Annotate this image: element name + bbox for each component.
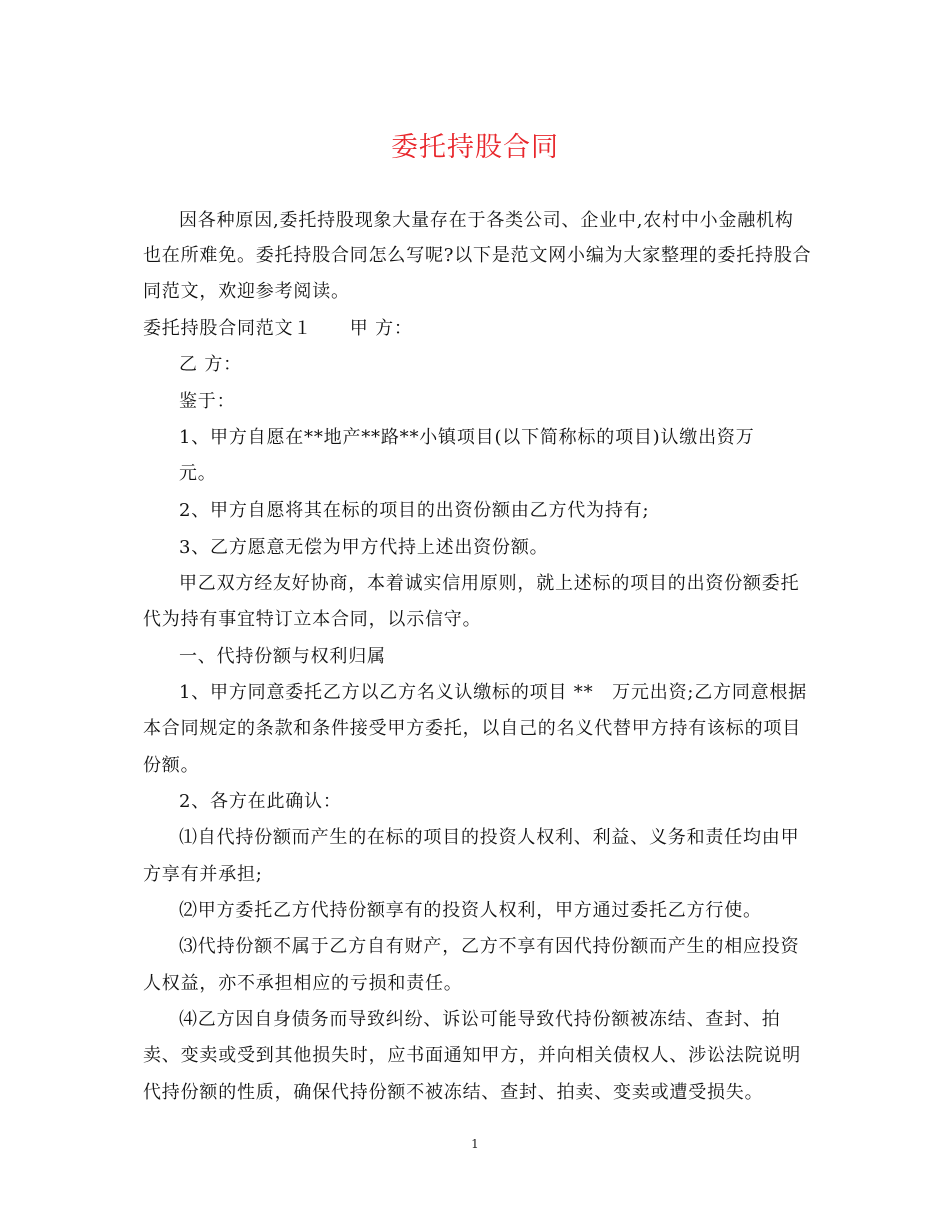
paragraph-line: 元。 bbox=[179, 463, 217, 484]
paragraph-line: ⑷乙方因自身债务而导致纠纷、诉讼可能导致代持份额被冻结、查封、拍 bbox=[179, 1009, 781, 1030]
paragraph-line: 也在所难免。委托持股合同怎么写呢?以下是范文网小编为大家整理的委托持股合 bbox=[143, 245, 812, 266]
paragraph-line: 人权益，亦不承担相应的亏损和责任。 bbox=[143, 973, 463, 994]
paragraph-line: ⑶代持份额不属于乙方自有财产，乙方不享有因代持份额而产生的相应投资 bbox=[179, 936, 800, 957]
paragraph-line: 甲乙双方经友好协商，本着诚实信用原则，就上述标的项目的出资份额委托 bbox=[179, 573, 800, 594]
paragraph-line: 3、乙方愿意无偿为甲方代持上述出资份额。 bbox=[179, 537, 549, 558]
section-heading: 一、代持份额与权利归属 bbox=[179, 646, 386, 667]
paragraph-line: ⑵甲方委托乙方代持份额享有的投资人权利，甲方通过委托乙方行使。 bbox=[179, 900, 762, 921]
paragraph-line: ⑴自代持份额而产生的在标的项目的投资人权利、利益、义务和责任均由甲 bbox=[179, 827, 800, 848]
paragraph-line: 代持份额的性质，确保代持份额不被冻结、查封、拍卖、变卖或遭受损失。 bbox=[143, 1082, 764, 1103]
paragraph-line: 本合同规定的条款和条件接受甲方委托，以自己的名义代替甲方持有该标的项目 bbox=[143, 718, 801, 739]
paragraph-line: 乙 方： bbox=[179, 354, 242, 375]
paragraph-line: 2、甲方自愿将其在标的项目的出资份额由乙方代为持有; bbox=[179, 500, 650, 521]
paragraph-line: 份额。 bbox=[143, 755, 200, 776]
paragraph-line: 1、甲方自愿在**地产**路**小镇项目(以下简称标的项目)认缴出资万 bbox=[179, 427, 755, 448]
paragraph-line: 代为持有事宜特订立本合同，以示信守。 bbox=[143, 609, 482, 630]
paragraph-line: 2、各方在此确认： bbox=[179, 791, 342, 812]
paragraph-line: 同范文，欢迎参考阅读。 bbox=[143, 281, 350, 302]
paragraph-line: 委托持股合同范文１ 甲 方： bbox=[143, 318, 413, 339]
paragraph-line: 方享有并承担; bbox=[143, 864, 263, 885]
paragraph-line: 鉴于： bbox=[179, 391, 236, 412]
document-title: 委托持股合同 bbox=[391, 132, 559, 163]
paragraph-line: 1、甲方同意委托乙方以乙方名义认缴标的项目 ** 万元出资;乙方同意根据 bbox=[179, 682, 808, 703]
paragraph-line: 因各种原因,委托持股现象大量存在于各类公司、企业中,农村中小金融机构 bbox=[179, 210, 794, 231]
paragraph-line: 卖、变卖或受到其他损失时，应书面通知甲方，并向相关债权人、涉讼法院说明 bbox=[143, 1045, 801, 1066]
page-number: 1 bbox=[471, 1137, 479, 1151]
